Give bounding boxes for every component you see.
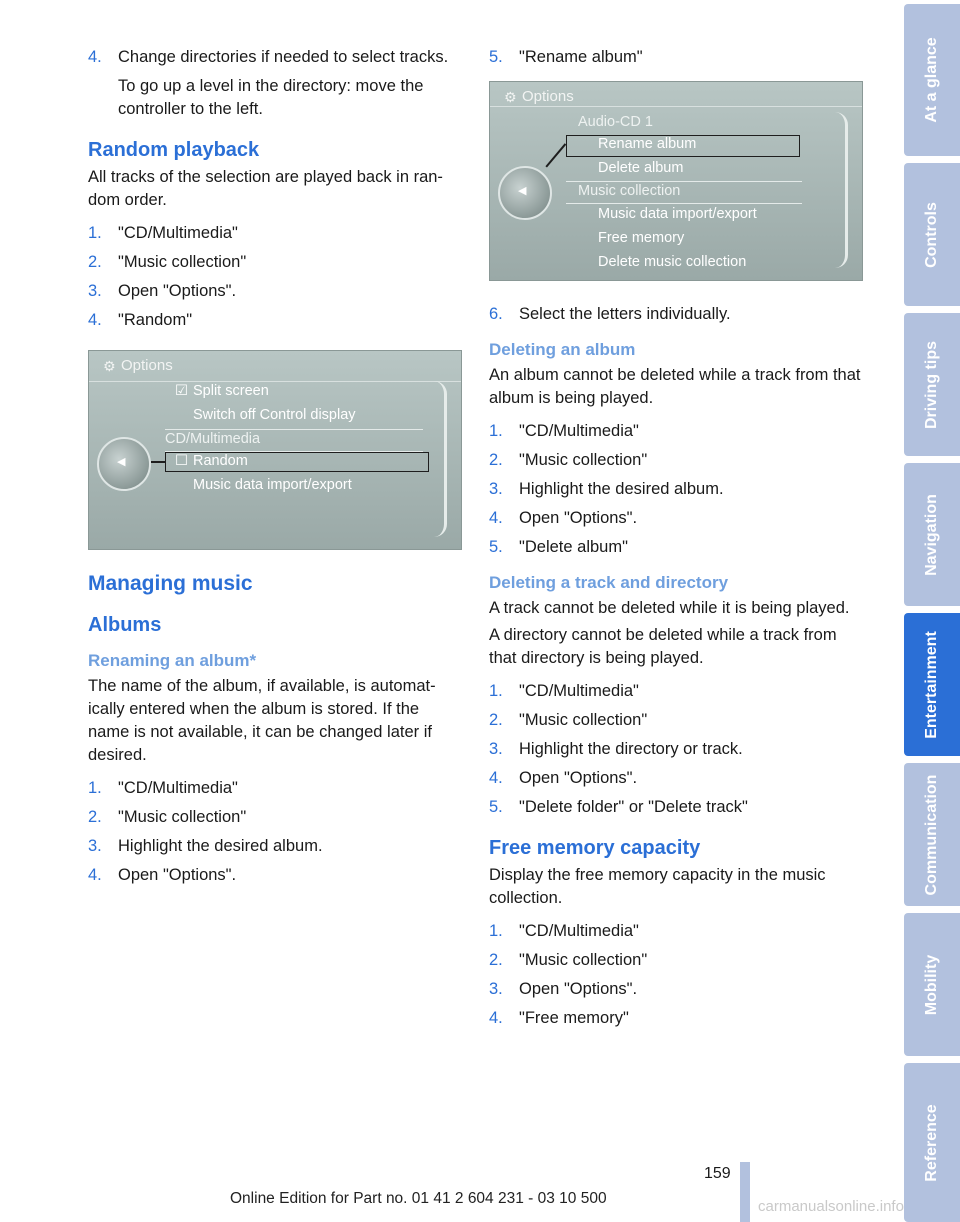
deleting-directory-intro: A directory cannot be deleted while a track from that directory is being played.: [489, 626, 837, 667]
deleting-track-steps: [489, 680, 861, 819]
options-screen-random: [88, 350, 462, 550]
step-text: Highlight the desired album.: [118, 837, 323, 855]
menu-item-label: Random: [193, 453, 248, 469]
tab-label: Navigation: [923, 493, 940, 576]
step-number: 4.: [489, 769, 503, 787]
menu-item-split-screen: [175, 383, 269, 399]
arrow-left-icon: ◀: [518, 185, 527, 197]
step-text: "CD/Multimedia": [519, 422, 639, 440]
menu-item-music-import: Music data import/export: [598, 206, 757, 222]
step-item: [489, 478, 861, 501]
divider: [490, 106, 862, 107]
step-text: "Music collection": [519, 451, 648, 469]
menu-item-delete-collection: Delete music collection: [598, 254, 747, 270]
step-number: 5.: [489, 538, 503, 556]
free-memory-steps: [489, 920, 861, 1030]
step-item: [489, 949, 861, 972]
step-number: 2.: [489, 951, 503, 969]
step-number: 1.: [489, 422, 503, 440]
step-item: [88, 864, 460, 887]
tab-navigation[interactable]: [904, 463, 960, 606]
tab-at-a-glance[interactable]: [904, 4, 960, 156]
page-number: 159: [704, 1165, 731, 1182]
step-item: [489, 796, 861, 819]
step-text: Highlight the desired album.: [519, 480, 724, 498]
callout-line: [151, 461, 165, 463]
section-heading-albums: Albums: [88, 614, 162, 636]
step-text: Open "Options".: [118, 282, 237, 300]
divider: [566, 181, 802, 182]
step-item: [489, 420, 861, 443]
step-text: Open "Options".: [519, 509, 638, 527]
step-text: "CD/Multimedia": [118, 224, 238, 242]
right-column: [489, 46, 861, 1036]
step-item: [88, 777, 460, 800]
step-text: "CD/Multimedia": [118, 779, 238, 797]
options-icon: ⚙: [103, 358, 116, 374]
step-number: 2.: [489, 711, 503, 729]
step-number: 3.: [88, 837, 102, 855]
footer-edition: Online Edition for Part no. 01 41 2 604 231 - 03 10 500: [230, 1190, 607, 1207]
step-number: 4.: [88, 866, 102, 884]
callout-line: [545, 143, 565, 167]
subheading-deleting-album: Deleting an album: [489, 340, 636, 359]
step-item: [489, 449, 861, 472]
step-text: "Music collection": [519, 951, 648, 969]
screen-header: Options: [121, 357, 173, 374]
tab-communication[interactable]: [904, 763, 960, 906]
tab-label: Communication: [923, 774, 940, 895]
watermark: carmanualsonline.info: [758, 1198, 904, 1215]
page-number-bar: [740, 1162, 750, 1222]
menu-item-random: [175, 453, 248, 469]
step-number: 2.: [88, 253, 102, 271]
tab-driving-tips[interactable]: [904, 313, 960, 456]
step-item: [489, 738, 861, 761]
step-text: "Delete folder" or "Delete track": [519, 798, 748, 816]
section-heading-managing-music: Managing music: [88, 572, 253, 595]
step-item: [489, 680, 861, 703]
step-text: Highlight the directory or track.: [519, 740, 743, 758]
subheading-renaming-album: Renaming an album*: [88, 651, 257, 670]
step-item: [489, 1007, 861, 1030]
renaming-steps: [88, 777, 460, 887]
step-number: 2.: [88, 808, 102, 826]
arrow-left-icon: ◀: [117, 456, 126, 468]
options-screen-rename: [489, 81, 863, 281]
step-text: "Music collection": [519, 711, 648, 729]
section-heading-random-playback: Random playback: [88, 139, 260, 161]
step-text: "Random": [118, 311, 193, 329]
step-item: [489, 303, 861, 326]
step-text: "Rename album": [519, 48, 643, 66]
step-subtext: To go up a level in the directory: move the controller to the left.: [118, 77, 424, 118]
step-number: 3.: [489, 980, 503, 998]
section-heading-free-memory: Free memory capacity: [489, 837, 701, 859]
step-text: Open "Options".: [118, 866, 237, 884]
step-number: 1.: [88, 779, 102, 797]
scroll-indicator: [434, 381, 447, 537]
step-number: 4.: [489, 1009, 503, 1027]
step-item: [489, 767, 861, 790]
tab-entertainment[interactable]: [904, 613, 960, 756]
divider: [165, 429, 423, 430]
step-number: 2.: [489, 451, 503, 469]
divider: [89, 381, 461, 382]
chapter-tabs: [898, 0, 960, 1222]
tab-label: Reference: [923, 1103, 940, 1182]
step-text: Open "Options".: [519, 769, 638, 787]
step-item: [489, 978, 861, 1001]
tab-label: Controls: [923, 201, 940, 268]
step-number: 4.: [88, 48, 102, 66]
checkbox-checked-icon: ☑: [175, 383, 188, 399]
options-icon: ⚙: [504, 89, 517, 105]
menu-item-rename-album: Rename album: [598, 136, 697, 152]
tab-label: Mobility: [923, 954, 940, 1015]
deleting-album-intro: An album cannot be deleted while a track from that album is being played.: [489, 366, 861, 407]
step-item: [489, 920, 861, 943]
step-number: 5.: [489, 48, 503, 66]
step-item: [88, 806, 460, 829]
step-number: 1.: [489, 682, 503, 700]
checkbox-empty-icon: ☐: [175, 453, 188, 469]
step-text: "Delete album": [519, 538, 628, 556]
step-number: 3.: [489, 480, 503, 498]
step-item: [88, 251, 460, 274]
left-column: [88, 46, 460, 893]
free-memory-intro: Display the free memory capacity in the music collection.: [489, 866, 826, 907]
step-number: 6.: [489, 305, 503, 323]
menu-item-music-import: Music data import/export: [193, 477, 352, 493]
step-number: 3.: [88, 282, 102, 300]
tab-label: At a glance: [923, 37, 940, 123]
step-item: [489, 507, 861, 530]
random-playback-steps: [88, 222, 460, 332]
subheading-deleting-track: Deleting a track and directory: [489, 573, 729, 592]
deleting-album-steps: [489, 420, 861, 559]
menu-item-free-memory: Free memory: [598, 230, 685, 246]
menu-category: CD/Multimedia: [165, 431, 261, 447]
step-number: 3.: [489, 740, 503, 758]
step-item: [88, 46, 460, 121]
screen-header: Options: [522, 88, 574, 105]
step-item: [489, 536, 861, 559]
step-item: [88, 835, 460, 858]
step-number: 1.: [88, 224, 102, 242]
tab-label: Driving tips: [923, 340, 940, 429]
menu-category: Audio-CD 1: [578, 114, 653, 130]
menu-category: Music collection: [578, 183, 681, 199]
step-text: "CD/Multimedia": [519, 922, 639, 940]
step-item: [489, 46, 861, 69]
step-item: [88, 280, 460, 303]
step-text: Select the letters individually.: [519, 305, 731, 323]
step-text: "Music collection": [118, 253, 247, 271]
tab-reference[interactable]: [904, 1063, 960, 1222]
step-item: [489, 709, 861, 732]
step-text: Open "Options".: [519, 980, 638, 998]
tab-controls[interactable]: [904, 163, 960, 306]
divider: [566, 203, 802, 204]
step-text: "Music collection": [118, 808, 247, 826]
menu-item-delete-album: Delete album: [598, 160, 684, 176]
step-item: [88, 222, 460, 245]
tab-label: Entertainment: [923, 630, 940, 739]
step-number: 5.: [489, 798, 503, 816]
step-text: Change directories if needed to select tracks.: [118, 48, 449, 66]
menu-item-switch-off-display: Switch off Control display: [193, 407, 356, 423]
step-item: [88, 309, 460, 332]
step-text: "CD/Multimedia": [519, 682, 639, 700]
step-number: 1.: [489, 922, 503, 940]
tab-mobility[interactable]: [904, 913, 960, 1056]
deleting-track-intro: A track cannot be deleted while it is being played.: [489, 599, 850, 617]
step-text: "Free memory": [519, 1009, 629, 1027]
random-playback-intro: All tracks of the selection are played back in ran-dom order.: [88, 168, 443, 209]
step-number: 4.: [489, 509, 503, 527]
scroll-indicator: [835, 112, 848, 268]
menu-item-label: Split screen: [193, 383, 269, 399]
step-number: 4.: [88, 311, 102, 329]
renaming-intro: The name of the album, if available, is automat-ically entered when the album is stored. If the name is not available, it can be changed later if desired.: [88, 677, 436, 764]
